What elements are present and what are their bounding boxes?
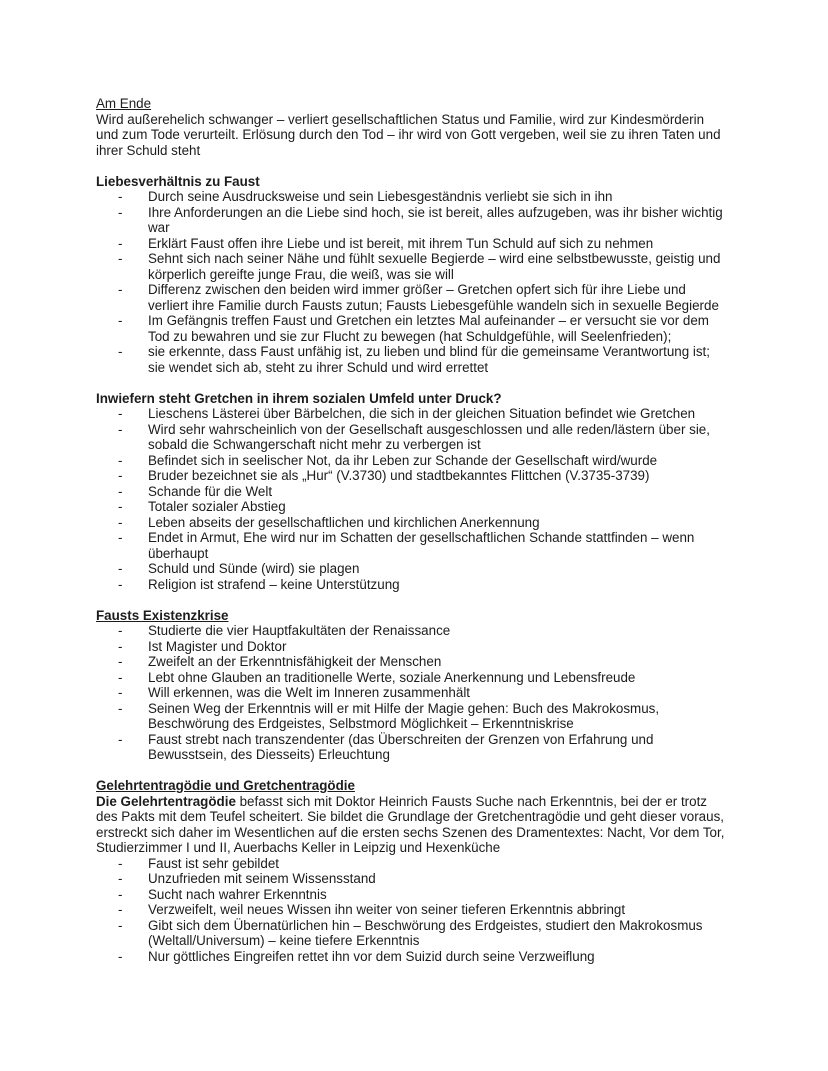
section-fausts-existenzkrise	[96, 608, 726, 763]
bullet-item: - Gibt sich dem Übernatürlichen hin – Beschwörung des Erdgeistes, studiert den Makrokosmus (Weltall/Universum) – keine tiefere Erkenntnis	[96, 918, 726, 949]
section-gelehrten-und-gretchentragoedie	[96, 778, 726, 964]
bullet-item: - Befindet sich in seelischer Not, da ihr Leben zur Schande der Gesellschaft wird/wurde	[96, 453, 726, 469]
bullet-item: - Ihre Anforderungen an die Liebe sind hoch, sie ist bereit, alles aufzugeben, was ihr bisher wichtig war	[96, 205, 726, 236]
bullet-item: - Faust ist sehr gebildet	[96, 856, 726, 872]
bullet-item: - Schande für die Welt	[96, 484, 726, 500]
bullet-item: - Sucht nach wahrer Erkenntnis	[96, 887, 726, 903]
bullet-item: - Faust strebt nach transzendenter (das Überschreiten der Grenzen von Erfahrung und Bewusstsein, des Diesseits) Erleuchtung	[96, 732, 726, 763]
section-heading: Liebesverhältnis zu Faust	[96, 173, 260, 189]
bullet-item: - Im Gefängnis treffen Faust und Gretchen ein letztes Mal aufeinander – er versucht sie vor dem Tod zu bewahren und sie zur Flucht zu bewegen (hat Schuldgefühle, will Seelenfrieden);	[96, 313, 726, 344]
bullet-item: - Schuld und Sünde (wird) sie plagen	[96, 561, 726, 577]
bullet-item: - Nur göttliches Eingreifen rettet ihn vor dem Suizid durch seine Verzweiflung	[96, 949, 726, 965]
section-paragraph	[96, 112, 726, 159]
section-heading: Inwiefern steht Gretchen in ihrem sozialen Umfeld unter Druck?	[96, 390, 502, 406]
document-content	[96, 96, 726, 964]
bullet-item: - sie erkennte, dass Faust unfähig ist, zu lieben und blind für die gemeinsame Verantwortung ist; sie wendet sich ab, steht zu ihrer Schuld und wird errettet	[96, 344, 726, 375]
bullet-item: - Totaler sozialer Abstieg	[96, 499, 726, 515]
bullet-list	[96, 189, 726, 375]
bullet-item: - Erklärt Faust offen ihre Liebe und ist bereit, mit ihrem Tun Schuld auf sich zu nehmen	[96, 236, 726, 252]
bullet-item: - Will erkennen, was die Welt im Inneren zusammenhält	[96, 685, 726, 701]
bullet-item: - Bruder bezeichnet sie als „Hur“ (V.3730) und stadtbekanntes Flittchen (V.3735-3739)	[96, 468, 726, 484]
bullet-item: - Wird sehr wahrscheinlich von der Gesellschaft ausgeschlossen und alle reden/lästern über sie, sobald die Schwangerschaft nicht mehr zu verbergen ist	[96, 422, 726, 453]
section-gretchen-sozialer-druck	[96, 391, 726, 593]
bullet-item: - Lebt ohne Glauben an traditionelle Werte, soziale Anerkennung und Lebensfreude	[96, 670, 726, 686]
bullet-item: - Differenz zwischen den beiden wird immer größer – Gretchen opfert sich für ihre Liebe und verliert ihre Familie durch Fausts zutun; Fausts Liebesgefühle wandeln sich in sexuelle Begierde	[96, 282, 726, 313]
bullet-list	[96, 406, 726, 592]
bullet-item: - Religion ist strafend – keine Unterstützung	[96, 577, 726, 593]
section-am-ende	[96, 96, 726, 158]
paragraph-text: Wird außerehelich schwanger – verliert gesellschaftlichen Status und Familie, wird zur Kindesmörderin und zum Tode verurteilt. Erlösung durch den Tod – ihr wird von Gott vergeben, weil sie zu ihren Taten und ihrer Schuld steht	[96, 111, 721, 158]
bullet-item: - Seinen Weg der Erkenntnis will er mit Hilfe der Magie gehen: Buch des Makrokosmus, Beschwörung des Erdgeistes, Selbstmord Möglichkeit – Erkenntniskrise	[96, 701, 726, 732]
paragraph-text: befasst sich mit Doktor Heinrich Fausts Suche nach Erkenntnis, bei der er trotz des Pakts mit dem Teufel scheitert. Sie bildet die Grundlage der Gretchentragödie und geht dieser voraus, erstreckt sich daher im Wesentlichen auf die ersten sechs Szenen des Dramentextes: Nacht, Vor dem Tor, Studierzimmer I und II, Auerbachs Keller in Leipzig und Hexenküche	[96, 793, 725, 855]
bullet-item: - Durch seine Ausdrucksweise und sein Liebesgeständnis verliebt sie sich in ihn	[96, 189, 726, 205]
bullet-list	[96, 856, 726, 965]
bullet-item: - Unzufrieden mit seinem Wissensstand	[96, 871, 726, 887]
bullet-item: - Zweifelt an der Erkenntnisfähigkeit der Menschen	[96, 654, 726, 670]
bullet-item: - Studierte die vier Hauptfakultäten der Renaissance	[96, 623, 726, 639]
section-paragraph	[96, 794, 726, 856]
bullet-item: - Verzweifelt, weil neues Wissen ihn weiter von seiner tieferen Erkenntnis abbringt	[96, 902, 726, 918]
section-heading: Fausts Existenzkrise	[96, 607, 229, 623]
section-heading: Gelehrtentragödie und Gretchentragödie	[96, 778, 355, 793]
bullet-list	[96, 623, 726, 763]
section-liebesverhaeltnis-zu-faust	[96, 174, 726, 376]
paragraph-lead-bold: Die Gelehrtentragödie	[96, 793, 236, 809]
bullet-item: - Ist Magister und Doktor	[96, 639, 726, 655]
bullet-item: - Leben abseits der gesellschaftlichen und kirchlichen Anerkennung	[96, 515, 726, 531]
bullet-item: - Endet in Armut, Ehe wird nur im Schatten der gesellschaftlichen Schande stattfinden – wenn überhaupt	[96, 530, 726, 561]
bullet-item: - Sehnt sich nach seiner Nähe und fühlt sexuelle Begierde – wird eine selbstbewusste, geistig und körperlich gereifte junge Frau, die weiß, was sie will	[96, 251, 726, 282]
bullet-item: - Lieschens Lästerei über Bärbelchen, die sich in der gleichen Situation befindet wie Gretchen	[96, 406, 726, 422]
section-heading: Am Ende	[96, 96, 152, 111]
